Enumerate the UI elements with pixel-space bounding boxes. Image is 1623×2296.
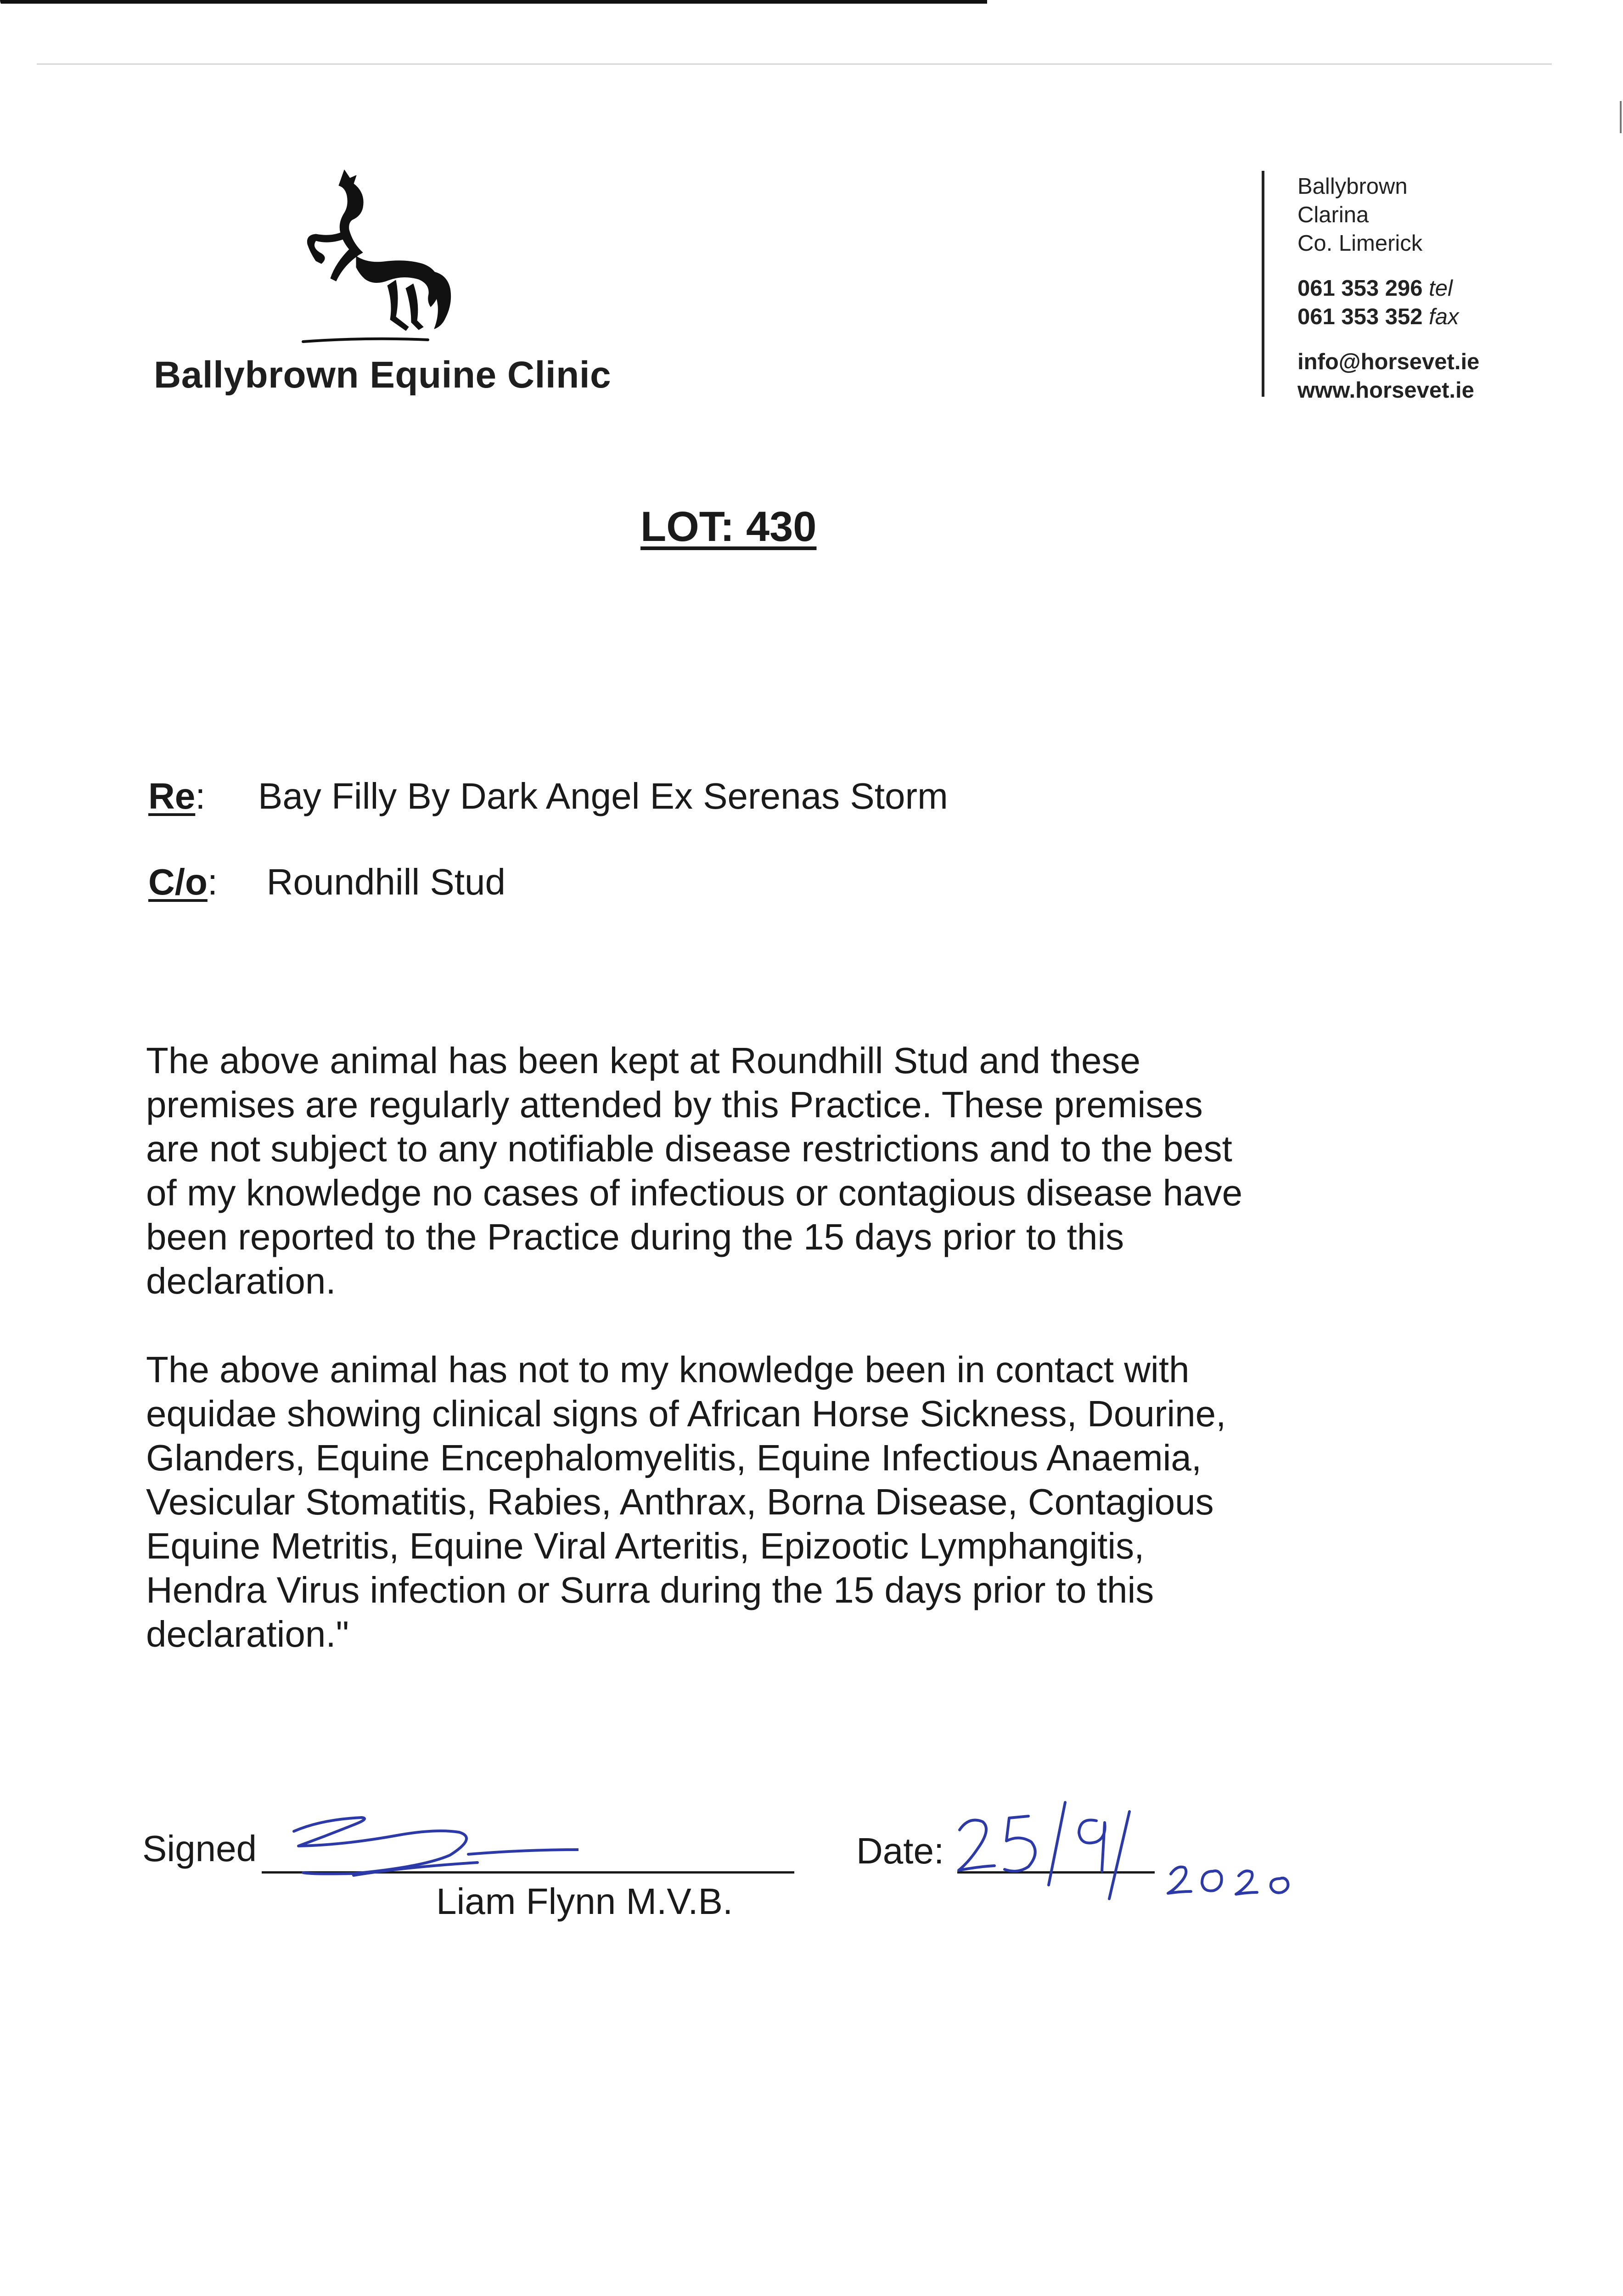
para2-line-3: Glanders, Equine Encephalomyelitis, Equine Infectious Anaemia, (146, 1437, 1202, 1478)
address-line-2: Clarina (1297, 203, 1369, 227)
co-label-wrap (148, 861, 218, 902)
fax-suffix: fax (1429, 304, 1459, 329)
re-value: Bay Filly By Dark Angel Ex Serenas Storm (258, 776, 948, 816)
scan-edge-line (0, 0, 987, 8)
email-address: info@horsevet.ie (1297, 349, 1480, 374)
scan-faint-rule (37, 63, 1552, 65)
contact-divider (1262, 171, 1264, 397)
para1-line-4: of my knowledge no cases of infectious or contagious disease have (146, 1172, 1243, 1213)
para2-line-5: Equine Metritis, Equine Viral Arteritis, Epizootic Lymphangitis, (146, 1525, 1145, 1566)
declaration-paragraph-1 (146, 1039, 1331, 1303)
fax-line (1297, 303, 1479, 331)
para2-line-1: The above animal has not to my knowledge been in contact with (146, 1349, 1190, 1390)
re-label-wrap (148, 776, 206, 816)
signatory-name: Liam Flynn M.V.B. (436, 1881, 733, 1922)
co-colon: : (207, 861, 218, 902)
contact-block (1297, 172, 1479, 405)
co-value: Roundhill Stud (266, 861, 505, 902)
address-line-1: Ballybrown (1297, 174, 1408, 199)
re-colon: : (195, 776, 206, 816)
re-row (148, 775, 948, 817)
address-line-3: Co. Limerick (1297, 231, 1423, 256)
date-label: Date: (856, 1830, 944, 1871)
signed-label: Signed (142, 1828, 257, 1869)
co-row (148, 861, 505, 903)
clinic-logo (275, 165, 487, 349)
phone-suffix: tel (1429, 276, 1453, 301)
phone-line (1297, 274, 1479, 303)
para2-line-4: Vesicular Stomatitis, Rabies, Anthrax, Borna Disease, Contagious (146, 1481, 1214, 1522)
para2-line-6: Hendra Virus infection or Surra during the 15 days prior to this (146, 1570, 1154, 1610)
para2-line-2: equidae showing clinical signs of African Horse Sickness, Dourine, (146, 1393, 1226, 1434)
para1-line-5: been reported to the Practice during the 15 days prior to this (146, 1216, 1124, 1257)
scan-edge-mark (1620, 101, 1622, 133)
lot-heading: LOT: 430 (640, 503, 817, 550)
phone-number: 061 353 296 (1297, 276, 1423, 301)
handwritten-date-value (960, 1807, 1313, 1887)
website-address: www.horsevet.ie (1297, 378, 1474, 403)
fax-number: 061 353 352 (1297, 304, 1423, 329)
re-label: Re (148, 776, 196, 816)
para1-line-2: premises are regularly attended by this Practice. These premises (146, 1084, 1203, 1125)
clinic-name: Ballybrown Equine Clinic (154, 354, 612, 396)
co-label: C/o (148, 861, 208, 902)
para1-line-1: The above animal has been kept at Roundhill Stud and these (146, 1040, 1140, 1081)
para2-line-7: declaration." (146, 1614, 349, 1654)
declaration-paragraph-2 (146, 1348, 1331, 1656)
para1-line-6: declaration. (146, 1261, 336, 1301)
para1-line-3: are not subject to any notifiable disease restrictions and to the best (146, 1128, 1232, 1169)
rearing-horse-icon (275, 165, 487, 349)
